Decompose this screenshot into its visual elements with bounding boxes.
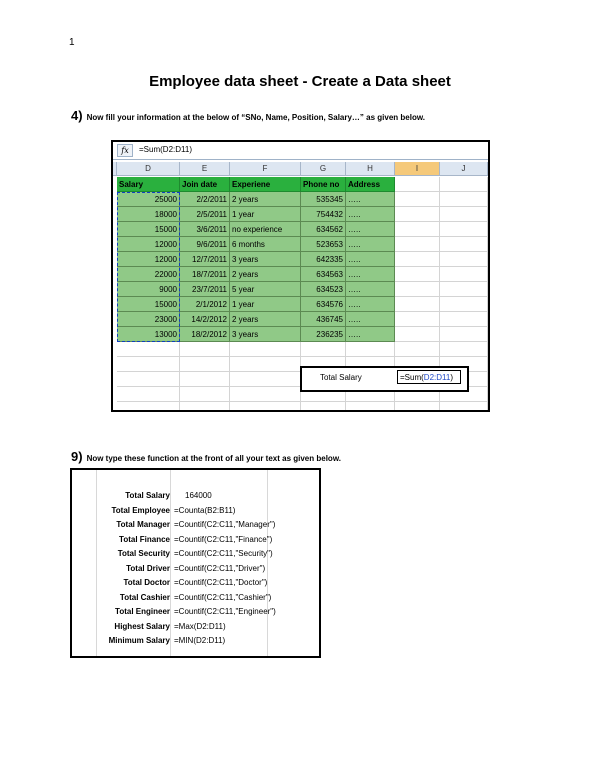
empty-cell[interactable]: [180, 387, 230, 402]
empty-cell[interactable]: [301, 402, 346, 412]
summary-table: [70, 468, 321, 658]
table-cell[interactable]: …..: [346, 327, 395, 342]
empty-cell[interactable]: [440, 222, 488, 237]
summary-label: Total Doctor: [123, 578, 170, 587]
formula-prefix: =Sum(: [400, 373, 424, 382]
summary-label: Total Engineer: [115, 607, 170, 616]
summary-value[interactable]: =Countif(C2:C11,"Security"): [174, 549, 273, 558]
table-cell[interactable]: 25000: [117, 192, 180, 207]
summary-value[interactable]: =Countif(C2:C11,"Driver"): [174, 563, 266, 573]
summary-row: [72, 590, 319, 605]
empty-cell[interactable]: [301, 342, 346, 357]
summary-label: Total Salary: [125, 491, 170, 500]
table-cell[interactable]: 3 years: [230, 327, 301, 342]
table-cell[interactable]: …..: [346, 222, 395, 237]
table-cell[interactable]: 12000: [117, 252, 180, 267]
empty-cell[interactable]: [440, 177, 488, 192]
summary-row: [72, 488, 319, 503]
empty-cell[interactable]: [440, 402, 488, 412]
table-cell[interactable]: …..: [346, 297, 395, 312]
column-header-g[interactable]: G: [301, 162, 346, 176]
page-number: 1: [69, 37, 75, 48]
summary-label: Minimum Salary: [108, 636, 170, 645]
empty-cell[interactable]: [440, 207, 488, 222]
empty-cell[interactable]: [395, 282, 440, 297]
total-salary-label: Total Salary: [320, 373, 362, 382]
table-cell[interactable]: …..: [346, 282, 395, 297]
table-cell[interactable]: …..: [346, 237, 395, 252]
step-9-text: Now type these function at the front of all your text as given below.: [86, 454, 341, 463]
empty-cell[interactable]: [395, 342, 440, 357]
empty-cell[interactable]: [440, 237, 488, 252]
empty-cell[interactable]: [440, 267, 488, 282]
summary-label: Total Employee: [111, 505, 170, 515]
step-4-instruction: [71, 108, 425, 123]
page-title: Employee data sheet - Create a Data sheet: [149, 73, 451, 90]
total-salary-formula-cell[interactable]: [397, 370, 461, 384]
empty-cell[interactable]: [230, 372, 301, 387]
column-header-f[interactable]: F: [230, 162, 301, 176]
table-cell[interactable]: 3 years: [230, 252, 301, 267]
step-9-number: 9): [71, 449, 83, 464]
fx-icon[interactable]: fx: [117, 144, 133, 157]
column-header-e[interactable]: E: [180, 162, 230, 176]
table-cell[interactable]: …..: [346, 252, 395, 267]
formula-suffix: ): [450, 373, 453, 382]
table-cell[interactable]: 523653: [301, 237, 346, 252]
table-cell[interactable]: 14/2/2012: [180, 312, 230, 327]
empty-cell[interactable]: [117, 402, 180, 412]
empty-cell[interactable]: [230, 357, 301, 372]
empty-cell[interactable]: [180, 357, 230, 372]
table-header-cell[interactable]: Experiene: [230, 177, 301, 192]
table-cell[interactable]: 9/6/2011: [180, 237, 230, 252]
table-cell[interactable]: 5 year: [230, 282, 301, 297]
formula-bar-text[interactable]: =Sum(D2:D11): [139, 145, 192, 154]
summary-row: [72, 517, 319, 532]
summary-label: Total Driver: [126, 563, 170, 573]
step-9-instruction: [71, 449, 341, 464]
summary-label: Total Manager: [116, 520, 170, 529]
summary-row: [72, 604, 319, 619]
table-cell[interactable]: 18000: [117, 207, 180, 222]
summary-value[interactable]: =Countif(C2:C11,"Manager"): [174, 520, 276, 529]
table-cell[interactable]: 2 years: [230, 192, 301, 207]
table-cell[interactable]: 12000: [117, 237, 180, 252]
summary-value[interactable]: =Counta(B2:B11): [174, 505, 236, 515]
summary-row: [72, 575, 319, 590]
table-cell[interactable]: 642335: [301, 252, 346, 267]
table-header-cell[interactable]: Phone no: [301, 177, 346, 192]
table-cell[interactable]: 23000: [117, 312, 180, 327]
table-cell[interactable]: 634562: [301, 222, 346, 237]
empty-cell[interactable]: [117, 387, 180, 402]
empty-cell[interactable]: [440, 192, 488, 207]
column-header-h[interactable]: H: [346, 162, 395, 176]
table-cell[interactable]: …..: [346, 192, 395, 207]
table-cell[interactable]: 18/7/2011: [180, 267, 230, 282]
empty-cell[interactable]: [117, 357, 180, 372]
table-cell[interactable]: …..: [346, 207, 395, 222]
empty-cell[interactable]: [395, 177, 440, 192]
table-cell[interactable]: 6 months: [230, 237, 301, 252]
total-salary-box: [300, 366, 469, 392]
empty-cell[interactable]: [230, 342, 301, 357]
table-cell[interactable]: 9000: [117, 282, 180, 297]
table-cell[interactable]: 2/1/2012: [180, 297, 230, 312]
table-cell[interactable]: 1 year: [230, 207, 301, 222]
empty-cell[interactable]: [440, 327, 488, 342]
table-cell[interactable]: 634576: [301, 297, 346, 312]
empty-cell[interactable]: [440, 342, 488, 357]
table-cell[interactable]: 3/6/2011: [180, 222, 230, 237]
summary-row: [72, 619, 319, 634]
empty-cell[interactable]: [395, 192, 440, 207]
empty-cell[interactable]: [440, 252, 488, 267]
column-header-j[interactable]: J: [440, 162, 488, 176]
summary-label: Total Security: [117, 549, 170, 558]
empty-cell[interactable]: [180, 372, 230, 387]
table-cell[interactable]: 754432: [301, 207, 346, 222]
empty-cell[interactable]: [395, 237, 440, 252]
summary-label: Highest Salary: [114, 621, 170, 631]
summary-value[interactable]: =MIN(D2:D11): [174, 636, 226, 645]
summary-label: Total Finance: [119, 534, 170, 544]
column-header-d[interactable]: D: [117, 162, 180, 176]
table-cell[interactable]: 436745: [301, 312, 346, 327]
table-cell[interactable]: 13000: [117, 327, 180, 342]
empty-cell[interactable]: [180, 402, 230, 412]
summary-value[interactable]: =Countif(C2:C11,"Engineer"): [174, 607, 276, 616]
excel-screenshot: [111, 140, 490, 412]
empty-cell[interactable]: [395, 402, 440, 412]
step-4-text: Now fill your information at the below of “SNo, Name, Position, Salary…” as given below.: [86, 113, 425, 122]
empty-cell[interactable]: [395, 222, 440, 237]
table-header-cell[interactable]: Join date: [180, 177, 230, 192]
table-cell[interactable]: 236235: [301, 327, 346, 342]
summary-row: [72, 546, 319, 561]
summary-row: [72, 503, 319, 518]
empty-cell[interactable]: [395, 207, 440, 222]
empty-cell[interactable]: [440, 297, 488, 312]
empty-cell[interactable]: [117, 342, 180, 357]
empty-cell[interactable]: [230, 402, 301, 412]
row-header-strip: [113, 162, 117, 176]
summary-value[interactable]: 164000: [185, 491, 212, 500]
table-cell[interactable]: 2 years: [230, 312, 301, 327]
summary-row: [72, 561, 319, 576]
table-cell[interactable]: 15000: [117, 222, 180, 237]
table-cell[interactable]: 2/5/2011: [180, 207, 230, 222]
table-cell[interactable]: 23/7/2011: [180, 282, 230, 297]
empty-cell[interactable]: [395, 267, 440, 282]
formula-bar: [113, 142, 488, 160]
summary-value[interactable]: =Countif(C2:C11,"Doctor"): [174, 578, 268, 587]
empty-cell[interactable]: [395, 327, 440, 342]
table-header-cell[interactable]: Salary: [117, 177, 180, 192]
table-cell[interactable]: 18/2/2012: [180, 327, 230, 342]
table-cell[interactable]: 22000: [117, 267, 180, 282]
table-cell[interactable]: 12/7/2011: [180, 252, 230, 267]
table-cell[interactable]: 634563: [301, 267, 346, 282]
table-cell[interactable]: no experience: [230, 222, 301, 237]
formula-range: D2:D11: [423, 373, 451, 382]
summary-row: [72, 633, 319, 648]
step-4-number: 4): [71, 108, 83, 123]
empty-cell[interactable]: [440, 312, 488, 327]
table-cell[interactable]: …..: [346, 267, 395, 282]
summary-label: Total Cashier: [119, 592, 170, 602]
summary-value[interactable]: =Countif(C2:C11,"Finance"): [174, 534, 273, 544]
summary-value[interactable]: =Countif(C2:C11,"Cashier"): [174, 592, 272, 602]
empty-cell[interactable]: [346, 402, 395, 412]
table-cell[interactable]: 2 years: [230, 267, 301, 282]
summary-row: [72, 532, 319, 547]
table-cell[interactable]: 1 year: [230, 297, 301, 312]
table-cell[interactable]: 15000: [117, 297, 180, 312]
summary-value[interactable]: =Max(D2:D11): [174, 621, 226, 631]
empty-cell[interactable]: [395, 312, 440, 327]
column-header-i[interactable]: I: [395, 162, 440, 176]
empty-cell[interactable]: [346, 342, 395, 357]
empty-cell[interactable]: [230, 387, 301, 402]
table-cell[interactable]: 535345: [301, 192, 346, 207]
table-cell[interactable]: 2/2/2011: [180, 192, 230, 207]
table-cell[interactable]: …..: [346, 312, 395, 327]
empty-cell[interactable]: [395, 297, 440, 312]
empty-cell[interactable]: [117, 372, 180, 387]
empty-cell[interactable]: [395, 252, 440, 267]
empty-cell[interactable]: [440, 282, 488, 297]
table-header-cell[interactable]: Address: [346, 177, 395, 192]
table-cell[interactable]: 634523: [301, 282, 346, 297]
empty-cell[interactable]: [180, 342, 230, 357]
